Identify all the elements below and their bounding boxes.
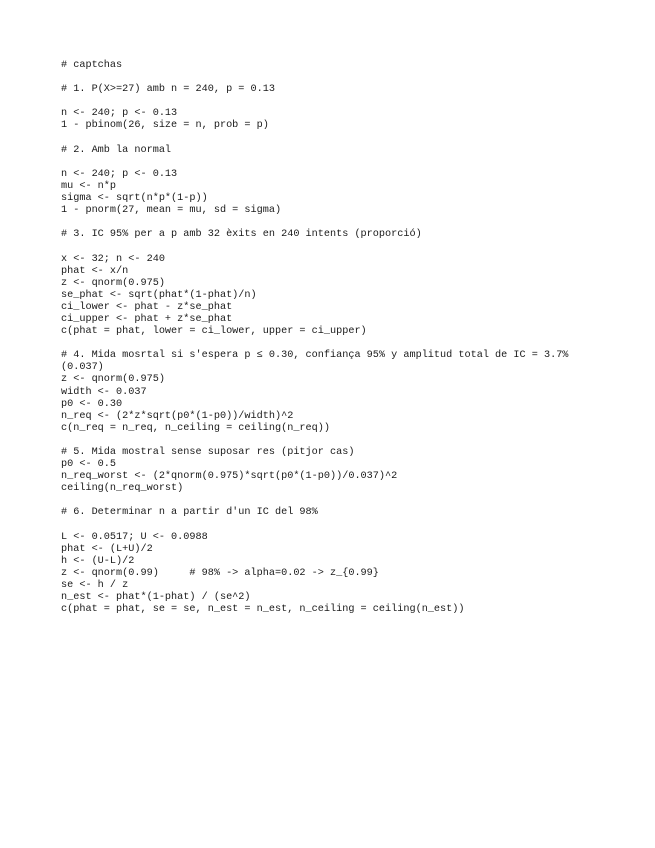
code-line: p0 <- 0.30 <box>61 398 123 410</box>
code-line: phat <- (L+U)/2 <box>61 543 153 555</box>
code-line: 1 - pnorm(27, mean = mu, sd = sigma) <box>61 205 282 217</box>
code-line: (0.037) <box>61 362 104 374</box>
code-line: c(n_req = n_req, n_ceiling = ceiling(n_req)) <box>61 422 330 434</box>
code-line: ci_upper <- phat + z*se_phat <box>61 313 233 325</box>
blank-line <box>61 241 621 253</box>
code-line: ceiling(n_req_worst) <box>61 483 184 495</box>
comment-line: # 2. Amb la normal <box>61 144 172 156</box>
r-code-block <box>61 60 621 616</box>
comment-line: # captchas <box>61 60 123 71</box>
code-line: n <- 240; p <- 0.13 <box>61 108 178 120</box>
code-line: sigma <- sqrt(n*p*(1-p)) <box>61 193 208 205</box>
code-line: ci_lower <- phat - z*se_phat <box>61 301 233 313</box>
code-line: z <- qnorm(0.99) # 98% -> alpha=0.02 -> z_{0.99} <box>61 567 379 579</box>
blank-line <box>61 157 621 169</box>
code-line: c(phat = phat, se = se, n_est = n_est, n_ceiling = ceiling(n_est)) <box>61 604 465 616</box>
comment-line: # 6. Determinar n a partir d'un IC del 98% <box>61 507 318 519</box>
code-line: mu <- n*p <box>61 180 117 192</box>
blank-line <box>61 435 621 447</box>
blank-line <box>61 96 621 108</box>
comment-line: # 4. Mida mosrtal si s'espera p ≤ 0.30, confiança 95% y amplitud total de IC = 3.7% <box>61 350 569 362</box>
code-line: L <- 0.0517; U <- 0.0988 <box>61 531 208 543</box>
comment-line: # 3. IC 95% per a p amb 32 èxits en 240 intents (proporció) <box>61 229 422 241</box>
code-line: phat <- x/n <box>61 265 129 277</box>
blank-line <box>61 72 621 84</box>
blank-line <box>61 495 621 507</box>
code-line: width <- 0.037 <box>61 386 147 398</box>
code-line: n <- 240; p <- 0.13 <box>61 168 178 180</box>
code-line: z <- qnorm(0.975) <box>61 277 165 289</box>
code-line: c(phat = phat, lower = ci_lower, upper = ci_upper) <box>61 326 367 338</box>
code-line: z <- qnorm(0.975) <box>61 374 165 386</box>
code-line: 1 - pbinom(26, size = n, prob = p) <box>61 120 269 132</box>
code-line: h <- (U-L)/2 <box>61 555 135 567</box>
blank-line <box>61 133 621 145</box>
blank-line <box>61 338 621 350</box>
code-line: x <- 32; n <- 240 <box>61 253 165 265</box>
code-line: p0 <- 0.5 <box>61 459 117 471</box>
blank-line <box>61 217 621 229</box>
comment-line: # 5. Mida mostral sense suposar res (pitjor cas) <box>61 447 355 458</box>
code-line: se_phat <- sqrt(phat*(1-phat)/n) <box>61 289 257 301</box>
blank-line <box>61 520 621 532</box>
code-line: n_req <- (2*z*sqrt(p0*(1-p0))/width)^2 <box>61 410 294 422</box>
code-line: n_est <- phat*(1-phat) / (se^2) <box>61 592 251 604</box>
code-line: n_req_worst <- (2*qnorm(0.975)*sqrt(p0*(1-p0))/0.037)^2 <box>61 471 398 483</box>
comment-line: # 1. P(X>=27) amb n = 240, p = 0.13 <box>61 84 275 96</box>
code-line: se <- h / z <box>61 580 129 592</box>
